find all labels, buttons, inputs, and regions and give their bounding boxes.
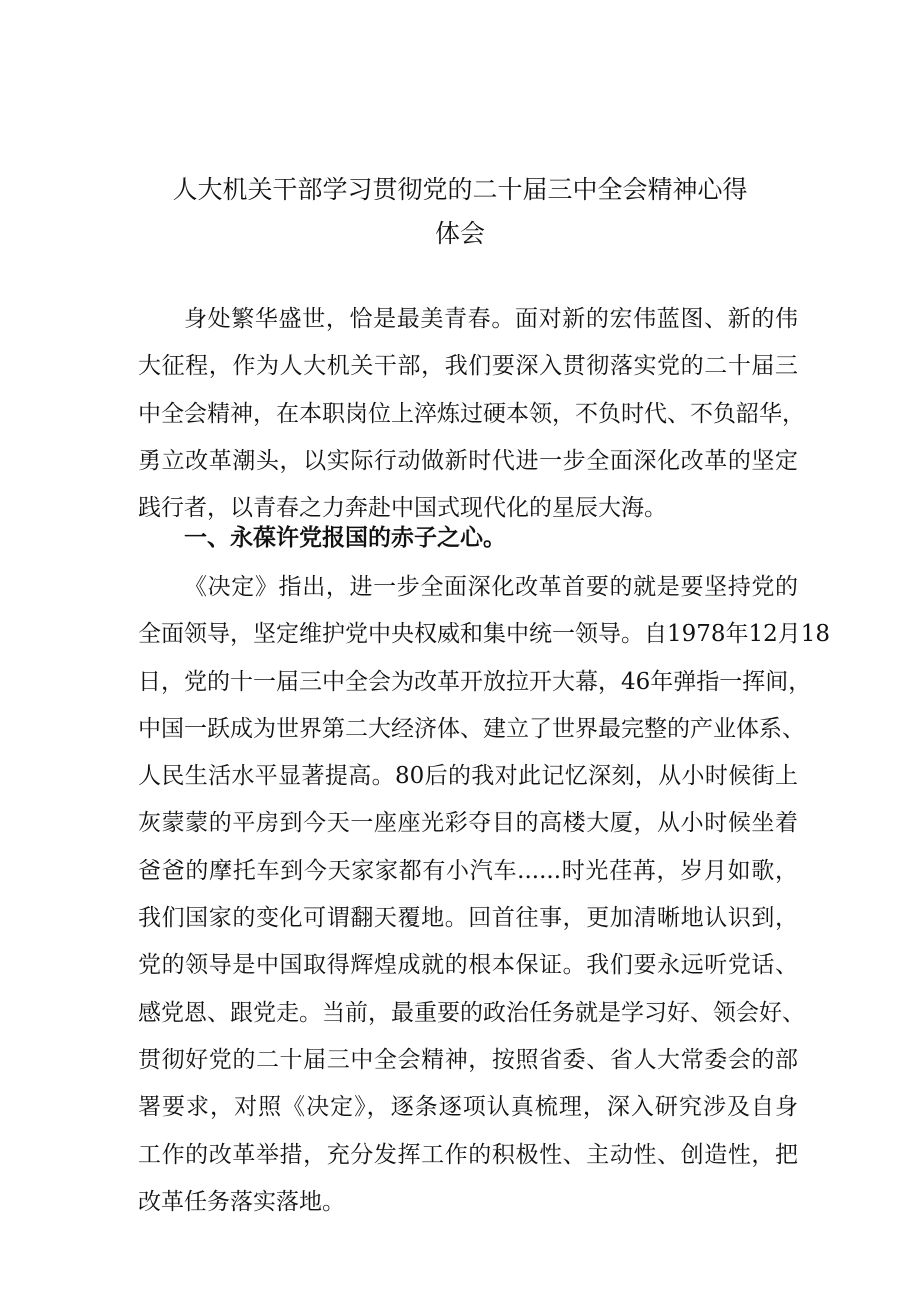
paragraph-line: 中国一跃成为世界第二大经济体、建立了世界最完整的产业体系、 (138, 715, 805, 742)
paragraph-line: 勇立改革潮头，以实际行动做新时代进一步全面深化改革的坚定 (138, 447, 798, 474)
intro-paragraph (138, 296, 805, 532)
section-1-paragraph (138, 564, 831, 1226)
paragraph-line: 改革任务落实落地。 (138, 1188, 345, 1215)
paragraph-line: 感党恩、跟党走。当前，最重要的政治任务就是学习好、领会好、 (138, 999, 805, 1026)
paragraph-line: 中全会精神，在本职岗位上淬炼过硬本领，不负时代、不负韶华， (138, 400, 805, 427)
document-title-line-1: 人大机关干部学习贯彻党的二十届三中全会精神心得 (172, 175, 748, 204)
document-title-line-2: 体会 (434, 219, 485, 248)
paragraph-line: 全面领导，坚定维护党中央权威和集中统一领导。自1978年12月18 (138, 621, 831, 648)
section-heading-1: 一、永葆许党报国的赤子之心。 (184, 525, 506, 551)
paragraph-line: 《决定》指出，进一步全面深化改革首要的就是要坚持党的 (184, 574, 798, 600)
paragraph-line: 大征程，作为人大机关干部，我们要深入贯彻落实党的二十届三 (138, 353, 798, 380)
paragraph-line: 爸爸的摩托车到今天家家都有小汽车......时光荏苒，岁月如歌， (138, 857, 798, 884)
paragraph-line: 践行者，以青春之力奔赴中国式现代化的星辰大海。 (138, 495, 667, 522)
paragraph-line: 署要求，对照《决定》，逐条逐项认真梳理，深入研究涉及自身 (138, 1094, 798, 1121)
paragraph-line: 日，党的十一届三中全会为改革开放拉开大幕，46年弹指一挥间， (138, 668, 812, 695)
paragraph-line: 灰蒙蒙的平房到今天一座座光彩夺目的高楼大厦，从小时候坐着 (138, 810, 798, 837)
paragraph-line: 贯彻好党的二十届三中全会精神，按照省委、省人大常委会的部 (138, 1046, 798, 1073)
paragraph-line: 我们国家的变化可谓翻天覆地。回首往事，更加清晰地认识到， (138, 905, 798, 932)
paragraph-line: 工作的改革举措，充分发挥工作的积极性、主动性、创造性，把 (138, 1141, 798, 1168)
paragraph-line: 党的领导是中国取得辉煌成就的根本保证。我们要永远听党话、 (138, 952, 798, 979)
paragraph-line: 身处繁华盛世，恰是最美青春。面对新的宏伟蓝图、新的伟 (184, 306, 798, 332)
paragraph-line: 人民生活水平显著提高。80后的我对此记忆深刻，从小时候街上 (138, 763, 798, 790)
